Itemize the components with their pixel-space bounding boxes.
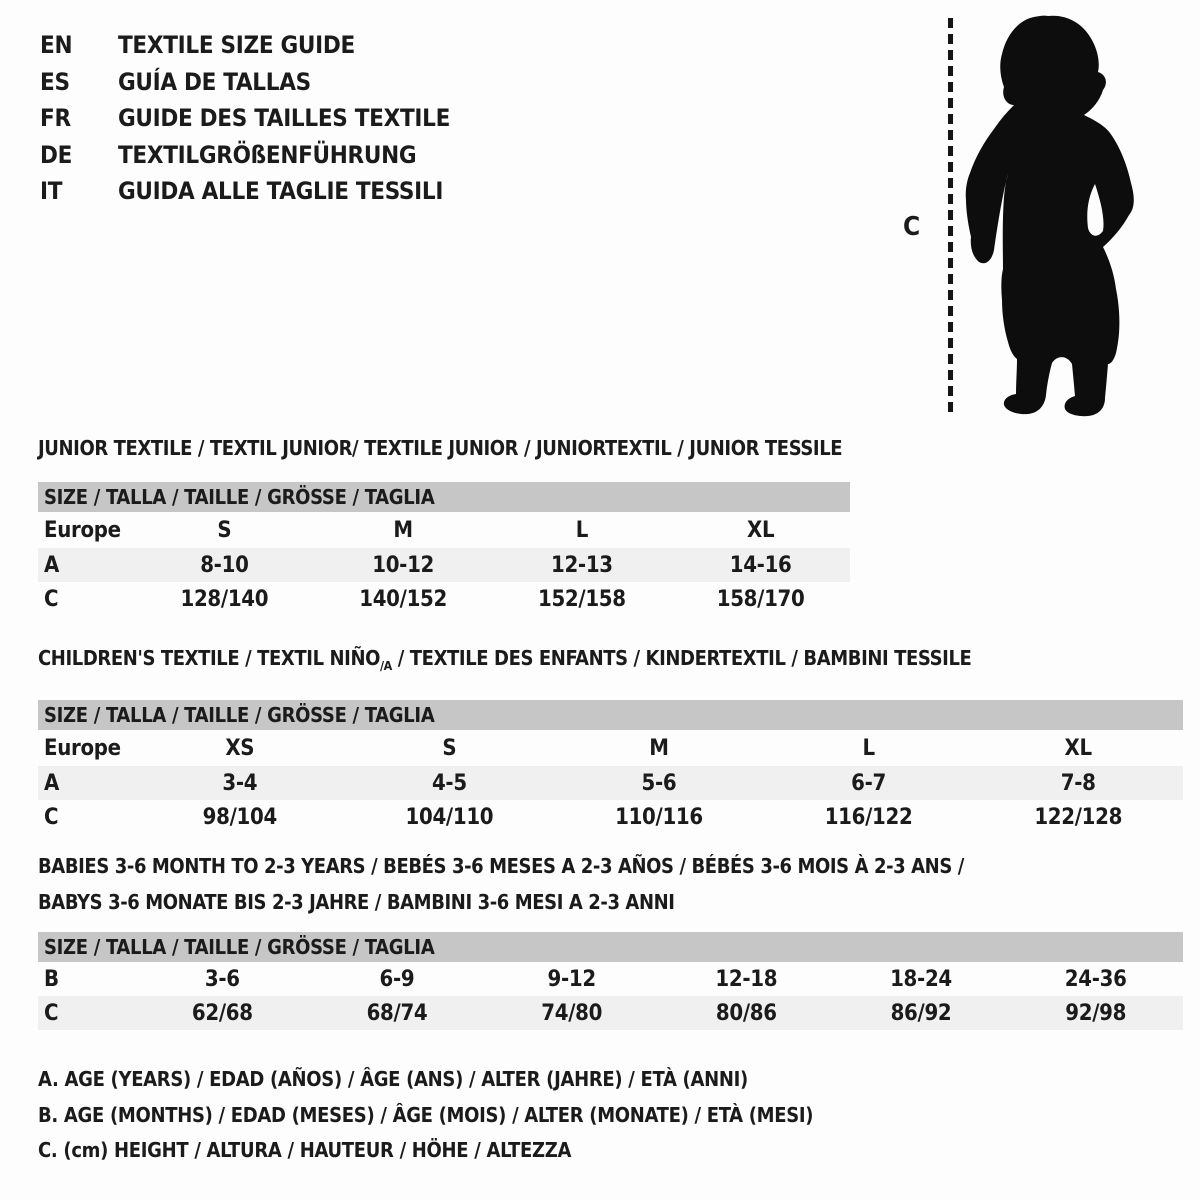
babies-row-months: [38, 962, 1183, 996]
lang-row-it: [40, 173, 450, 210]
junior-size-header-bar: [38, 482, 850, 512]
size-label: M: [649, 735, 669, 761]
lang-code: IT: [40, 177, 63, 205]
age-value: 3-4: [222, 770, 258, 796]
height-value: 116/122: [824, 804, 913, 830]
size-label: S: [217, 517, 232, 543]
lang-row-de: [40, 137, 450, 174]
height-value: 128/140: [180, 586, 269, 612]
age-value: 8-10: [200, 552, 249, 578]
legend-line-c: C. (cm) HEIGHT / ALTURA / HAUTEUR / HÖHE / ALTEZZA: [38, 1138, 572, 1163]
lang-row-en: [40, 27, 450, 64]
months-value: 6-9: [379, 966, 415, 992]
guide-title-es: GUÍA DE TALLAS: [118, 67, 311, 96]
babies-size-header-bar: [38, 932, 1183, 962]
height-value: 68/74: [366, 1000, 428, 1026]
lang-code: EN: [40, 31, 73, 59]
height-value: 158/170: [716, 586, 805, 612]
size-header-label: SIZE / TALLA / TAILLE / GRÖSSE / TAGLIA: [44, 703, 435, 727]
row-label: C: [44, 1000, 59, 1026]
row-label: C: [44, 804, 59, 830]
size-label: L: [862, 735, 875, 761]
height-value: 62/68: [191, 1000, 253, 1026]
guide-title-de: TEXTILGRÖßENFÜHRUNG: [118, 140, 417, 169]
age-value: 7-8: [1060, 770, 1096, 796]
language-title-block: [40, 27, 450, 210]
babies-title-line1: BABIES 3-6 MONTH TO 2-3 YEARS / BEBÉS 3-6 MESES A 2-3 AÑOS / BÉBÉS 3-6 MOIS À 2-3 ANS /: [38, 854, 964, 878]
height-value: 80/86: [715, 1000, 777, 1026]
months-value: 12-18: [715, 966, 778, 992]
junior-row-age: [38, 548, 850, 582]
height-value: 98/104: [202, 804, 277, 830]
height-value: 74/80: [541, 1000, 603, 1026]
size-header-label: SIZE / TALLA / TAILLE / GRÖSSE / TAGLIA: [44, 935, 435, 959]
age-value: 10-12: [372, 552, 435, 578]
age-value: 4-5: [431, 770, 467, 796]
size-label: L: [575, 517, 589, 543]
lang-code: DE: [40, 140, 73, 169]
lang-row-es: [40, 64, 450, 101]
children-section-title: [38, 647, 1183, 677]
babies-section-title: [38, 848, 1183, 920]
age-value: 14-16: [729, 552, 792, 578]
size-label: XL: [1064, 735, 1092, 761]
lang-code: ES: [40, 67, 70, 96]
months-value: 18-24: [890, 966, 952, 992]
age-value: 6-7: [851, 770, 887, 796]
size-header-label: SIZE / TALLA / TAILLE / GRÖSSE / TAGLIA: [44, 485, 435, 509]
children-title-sub: /A: [380, 658, 392, 673]
age-value: 5-6: [641, 770, 677, 796]
guide-title-en: TEXTILE SIZE GUIDE: [118, 31, 355, 59]
children-textile-section: [38, 647, 1183, 834]
height-dashed-line: [948, 18, 953, 415]
height-value: 110/116: [615, 804, 703, 830]
size-label: XL: [746, 517, 775, 543]
months-value: 9-12: [547, 966, 596, 992]
region-label: Europe: [44, 517, 121, 543]
height-value: 140/152: [359, 586, 447, 612]
junior-row-height: [38, 582, 850, 616]
children-size-header-bar: [38, 700, 1183, 730]
children-title-main: CHILDREN'S TEXTILE / TEXTIL NIÑO: [38, 646, 380, 670]
size-label: XS: [225, 735, 255, 761]
months-value: 24-36: [1064, 966, 1127, 992]
junior-section-title: JUNIOR TEXTILE / TEXTIL JUNIOR/ TEXTILE JUNIOR / JUNIORTEXTIL / JUNIOR TESSILE: [38, 436, 843, 460]
row-label: B: [44, 966, 59, 992]
babies-textile-section: [38, 848, 1183, 1030]
height-value: 86/92: [890, 1000, 952, 1026]
children-row-europe: [38, 730, 1183, 766]
height-measure-label: C: [903, 212, 921, 242]
babies-title-line2: BABYS 3-6 MONATE BIS 2-3 JAHRE / BAMBINI 3-6 MESI A 2-3 ANNI: [38, 890, 675, 914]
row-label: A: [44, 770, 60, 796]
babies-row-height: [38, 996, 1183, 1030]
children-row-age: [38, 766, 1183, 800]
measurement-legend: [38, 1062, 813, 1169]
toddler-silhouette-icon: [960, 12, 1142, 422]
lang-code: FR: [40, 104, 71, 132]
guide-title-fr: GUIDE DES TAILLES TEXTILE: [118, 104, 451, 132]
children-row-height: [38, 800, 1183, 834]
row-label: C: [44, 586, 59, 612]
guide-title-it: GUIDA ALLE TAGLIE TESSILI: [118, 177, 444, 205]
junior-textile-section: [38, 437, 850, 616]
legend-line-b: B. AGE (MONTHS) / EDAD (MESES) / ÂGE (MOIS) / ALTER (MONATE) / ETÀ (MESI): [38, 1102, 814, 1127]
size-label: M: [393, 517, 413, 543]
children-title-rest: / TEXTILE DES ENFANTS / KINDERTEXTIL / BAMBINI TESSILE: [391, 646, 972, 670]
height-value: 152/158: [537, 586, 626, 612]
months-value: 3-6: [204, 966, 240, 992]
age-value: 12-13: [550, 552, 613, 578]
junior-row-europe: [38, 512, 850, 548]
height-value: 122/128: [1034, 804, 1123, 830]
lang-row-fr: [40, 100, 450, 137]
height-value: 104/110: [405, 804, 494, 830]
legend-line-a: A. AGE (YEARS) / EDAD (AÑOS) / ÂGE (ANS) / ALTER (JAHRE) / ETÀ (ANNI): [38, 1067, 748, 1091]
row-label: A: [44, 552, 60, 578]
size-label: S: [442, 735, 457, 761]
height-value: 92/98: [1065, 1000, 1127, 1026]
region-label: Europe: [44, 735, 121, 761]
